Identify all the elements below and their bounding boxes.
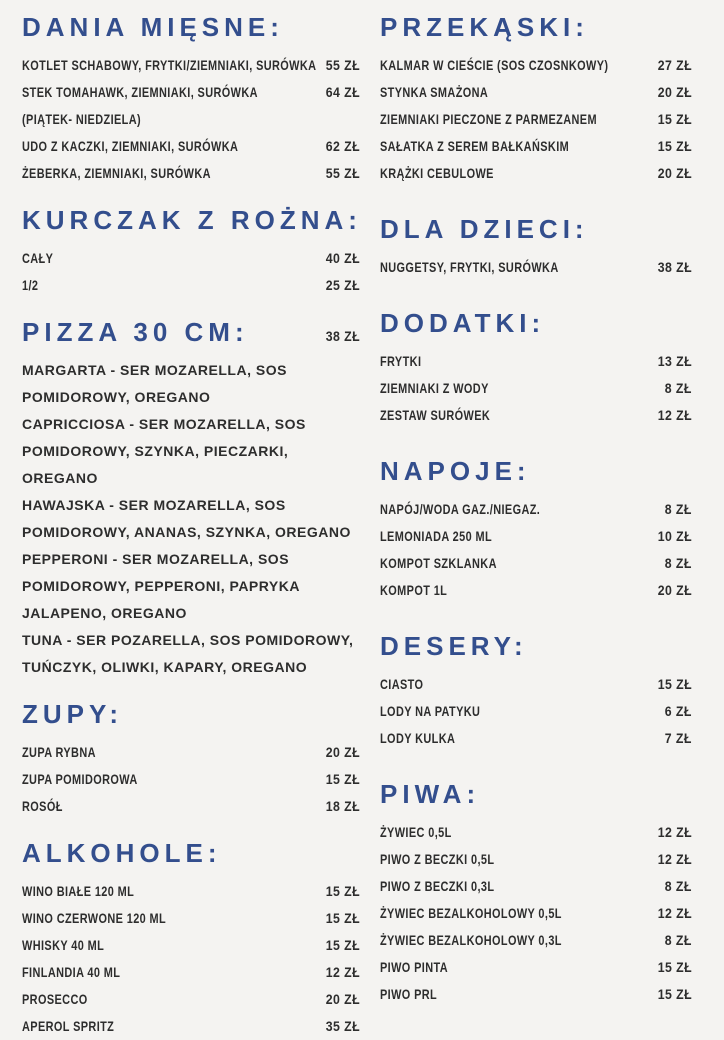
section-title: PIWA: bbox=[380, 779, 481, 809]
item-price: 15 ZŁ bbox=[657, 138, 692, 154]
item-name: KOMPOT 1L bbox=[380, 582, 448, 598]
menu-item-row bbox=[380, 819, 692, 846]
menu-item-row bbox=[380, 160, 692, 187]
item-name: PROSECCO bbox=[22, 991, 88, 1007]
item-price: 10 ZŁ bbox=[657, 528, 692, 544]
item-price: 6 ZŁ bbox=[664, 703, 692, 719]
item-name: ZUPA POMIDOROWA bbox=[22, 771, 138, 787]
menu-item-row bbox=[22, 1013, 360, 1040]
menu-item-row bbox=[380, 52, 692, 79]
item-name: TUNA - SER POZARELLA, SOS POMIDOROWY, TUŃCZYK, OLIWKI, KAPARY, OREGANO bbox=[22, 632, 354, 675]
item-price: 20 ZŁ bbox=[657, 84, 692, 100]
menu-item-row bbox=[380, 523, 692, 550]
item-price: 15 ZŁ bbox=[657, 676, 692, 692]
section-header bbox=[380, 454, 692, 488]
menu-item-row bbox=[380, 550, 692, 577]
item-name: NAPÓJ/WODA GAZ./NIEGAZ. bbox=[380, 501, 541, 517]
item-price: 15 ZŁ bbox=[325, 910, 360, 926]
item-name: SAŁATKA Z SEREM BAŁKAŃSKIM bbox=[380, 138, 570, 154]
item-price: 15 ZŁ bbox=[325, 937, 360, 953]
menu-item-row bbox=[380, 375, 692, 402]
item-price: 15 ZŁ bbox=[657, 986, 692, 1002]
item-name: PIWO Z BECZKI 0,3L bbox=[380, 878, 495, 894]
menu-section bbox=[22, 315, 360, 681]
menu-item-row bbox=[22, 357, 360, 411]
section-title: ZUPY: bbox=[22, 699, 124, 729]
menu-item-row bbox=[22, 627, 360, 681]
menu-item-row bbox=[22, 245, 360, 272]
menu-item-row bbox=[380, 348, 692, 375]
section-title: DANIA MIĘSNE: bbox=[22, 12, 284, 42]
menu-item-row bbox=[22, 272, 360, 299]
item-name: 1/2 bbox=[22, 277, 39, 293]
menu-item-row bbox=[380, 79, 692, 106]
item-name: UDO Z KACZKI, ZIEMNIAKI, SURÓWKA bbox=[22, 138, 239, 154]
menu-item-row bbox=[22, 959, 360, 986]
menu-section bbox=[380, 306, 692, 429]
item-name: PIWO Z BECZKI 0,5L bbox=[380, 851, 495, 867]
item-price: 12 ZŁ bbox=[657, 851, 692, 867]
item-price: 8 ZŁ bbox=[664, 932, 692, 948]
section-header bbox=[22, 203, 360, 237]
item-name: LODY NA PATYKU bbox=[380, 703, 481, 719]
section-title: KURCZAK Z ROŻNA: bbox=[22, 205, 362, 235]
menu-item-row bbox=[380, 954, 692, 981]
item-price: 8 ZŁ bbox=[664, 380, 692, 396]
item-price: 27 ZŁ bbox=[657, 57, 692, 73]
menu-item-row bbox=[22, 52, 360, 79]
item-name: KOTLET SCHABOWY, FRYTKI/ZIEMNIAKI, SURÓWKA bbox=[22, 57, 317, 73]
item-price: 15 ZŁ bbox=[657, 111, 692, 127]
menu-item-row bbox=[22, 160, 360, 187]
menu-item-row bbox=[380, 873, 692, 900]
section-title: PIZZA 30 CM: bbox=[22, 317, 249, 347]
section-header bbox=[380, 306, 692, 340]
item-price: 40 ZŁ bbox=[325, 250, 360, 266]
item-price: 8 ZŁ bbox=[664, 878, 692, 894]
item-name: WHISKY 40 ML bbox=[22, 937, 105, 953]
item-price: 13 ZŁ bbox=[657, 353, 692, 369]
item-name: KRĄŻKI CEBULOWE bbox=[380, 165, 494, 181]
menu-item-row bbox=[380, 698, 692, 725]
item-price: 55 ZŁ bbox=[325, 57, 360, 73]
item-name: KALMAR W CIEŚCIE (SOS CZOSNKOWY) bbox=[380, 57, 609, 73]
menu-section bbox=[380, 629, 692, 752]
item-price: 15 ZŁ bbox=[657, 959, 692, 975]
section-header bbox=[380, 777, 692, 811]
menu-item-row bbox=[380, 846, 692, 873]
section-title: NAPOJE: bbox=[380, 456, 531, 486]
menu-item-row bbox=[380, 106, 692, 133]
item-price: 8 ZŁ bbox=[664, 501, 692, 517]
section-title: PRZEKĄSKI: bbox=[380, 12, 589, 42]
section-title: ALKOHOLE: bbox=[22, 838, 222, 868]
item-name: APEROL SPRITZ bbox=[22, 1018, 115, 1034]
section-title: DODATKI: bbox=[380, 308, 546, 338]
item-price: 15 ZŁ bbox=[325, 883, 360, 899]
section-header bbox=[380, 212, 692, 246]
section-title: DESERY: bbox=[380, 631, 528, 661]
menu-section bbox=[22, 697, 360, 820]
menu-section bbox=[22, 10, 360, 187]
item-name: ZUPA RYBNA bbox=[22, 744, 96, 760]
menu-item-row bbox=[380, 900, 692, 927]
item-name: FINLANDIA 40 ML bbox=[22, 964, 121, 980]
item-price: 12 ZŁ bbox=[657, 824, 692, 840]
section-header bbox=[380, 10, 692, 44]
item-price: 12 ZŁ bbox=[325, 964, 360, 980]
menu-section bbox=[380, 454, 692, 604]
item-price: 25 ZŁ bbox=[325, 277, 360, 293]
section-header bbox=[22, 836, 360, 870]
menu-section bbox=[22, 203, 360, 299]
section-title: DLA DZIECI: bbox=[380, 214, 589, 244]
item-name: WINO BIAŁE 120 ML bbox=[22, 883, 135, 899]
item-name: ŻEBERKA, ZIEMNIAKI, SURÓWKA bbox=[22, 165, 211, 181]
item-name: ŻYWIEC BEZALKOHOLOWY 0,5L bbox=[380, 905, 562, 921]
item-price: 15 ZŁ bbox=[325, 771, 360, 787]
menu-item-row bbox=[22, 133, 360, 160]
item-name: ŻYWIEC BEZALKOHOLOWY 0,3L bbox=[380, 932, 562, 948]
item-name: (PIĄTEK- NIEDZIELA) bbox=[22, 111, 142, 127]
item-name: NUGGETSY, FRYTKI, SURÓWKA bbox=[380, 259, 559, 275]
item-name: ROSÓŁ bbox=[22, 798, 63, 814]
item-price: 55 ZŁ bbox=[325, 165, 360, 181]
menu-item-row bbox=[22, 878, 360, 905]
item-name: KOMPOT SZKLANKA bbox=[380, 555, 497, 571]
item-name: PIWO PRL bbox=[380, 986, 438, 1002]
menu-item-row bbox=[380, 254, 692, 281]
item-price: 12 ZŁ bbox=[657, 905, 692, 921]
menu-item-row bbox=[380, 725, 692, 752]
menu-item-row bbox=[380, 577, 692, 604]
item-name: HAWAJSKA - SER MOZARELLA, SOS POMIDOROWY, ANANAS, SZYNKA, OREGANO bbox=[22, 497, 351, 540]
menu-item-row bbox=[22, 932, 360, 959]
menu-item-row bbox=[22, 905, 360, 932]
item-name: PIWO PINTA bbox=[380, 959, 449, 975]
menu-section bbox=[380, 10, 692, 187]
menu-column-right bbox=[380, 10, 692, 1024]
item-price: 38 ZŁ bbox=[657, 259, 692, 275]
section-header bbox=[380, 629, 692, 663]
section-header bbox=[22, 697, 360, 731]
menu-item-row bbox=[22, 106, 360, 133]
menu-item-row bbox=[22, 739, 360, 766]
section-header bbox=[22, 10, 360, 44]
item-name: STEK TOMAHAWK, ZIEMNIAKI, SURÓWKA bbox=[22, 84, 258, 100]
menu-item-row bbox=[22, 492, 360, 546]
section-title-price: 38 ZŁ bbox=[325, 328, 360, 344]
item-price: 20 ZŁ bbox=[325, 744, 360, 760]
item-price: 20 ZŁ bbox=[325, 991, 360, 1007]
menu-item-row bbox=[380, 671, 692, 698]
item-price: 62 ZŁ bbox=[325, 138, 360, 154]
item-price: 7 ZŁ bbox=[664, 730, 692, 746]
item-price: 64 ZŁ bbox=[325, 84, 360, 100]
item-name: PEPPERONI - SER MOZARELLA, SOS POMIDOROWY, PEPPERONI, PAPRYKA JALAPENO, OREGANO bbox=[22, 551, 300, 621]
item-name: LEMONIADA 250 ML bbox=[380, 528, 493, 544]
item-name: ZIEMNIAKI PIECZONE Z PARMEZANEM bbox=[380, 111, 597, 127]
item-name: ZIEMNIAKI Z WODY bbox=[380, 380, 489, 396]
menu-section bbox=[380, 212, 692, 281]
menu-item-row bbox=[22, 546, 360, 627]
item-name: WINO CZERWONE 120 ML bbox=[22, 910, 167, 926]
item-name: MARGARTA - SER MOZARELLA, SOS POMIDOROWY, OREGANO bbox=[22, 362, 287, 405]
item-price: 35 ZŁ bbox=[325, 1018, 360, 1034]
item-name: ŻYWIEC 0,5L bbox=[380, 824, 452, 840]
menu-column-left bbox=[22, 10, 362, 1034]
item-name: LODY KULKA bbox=[380, 730, 456, 746]
item-name: STYNKA SMAŻONA bbox=[380, 84, 489, 100]
section-header bbox=[22, 315, 360, 349]
menu-item-row bbox=[380, 133, 692, 160]
item-name: CIASTO bbox=[380, 676, 424, 692]
item-price: 20 ZŁ bbox=[657, 582, 692, 598]
item-name: CAPRICCIOSA - SER MOZARELLA, SOS POMIDOROWY, SZYNKA, PIECZARKI, OREGANO bbox=[22, 416, 306, 486]
menu-section bbox=[22, 836, 360, 1040]
menu-item-row bbox=[380, 402, 692, 429]
menu-section bbox=[380, 777, 692, 1008]
item-name: ZESTAW SURÓWEK bbox=[380, 407, 491, 423]
menu-item-row bbox=[380, 496, 692, 523]
menu-item-row bbox=[22, 79, 360, 106]
item-price: 12 ZŁ bbox=[657, 407, 692, 423]
menu-item-row bbox=[22, 793, 360, 820]
menu-item-row bbox=[22, 766, 360, 793]
menu-item-row bbox=[380, 927, 692, 954]
item-name: FRYTKI bbox=[380, 353, 422, 369]
item-price: 18 ZŁ bbox=[325, 798, 360, 814]
item-name: CAŁY bbox=[22, 250, 54, 266]
menu-item-row bbox=[22, 986, 360, 1013]
menu-item-row bbox=[380, 981, 692, 1008]
menu-item-row bbox=[22, 411, 360, 492]
item-price: 20 ZŁ bbox=[657, 165, 692, 181]
item-price: 8 ZŁ bbox=[664, 555, 692, 571]
